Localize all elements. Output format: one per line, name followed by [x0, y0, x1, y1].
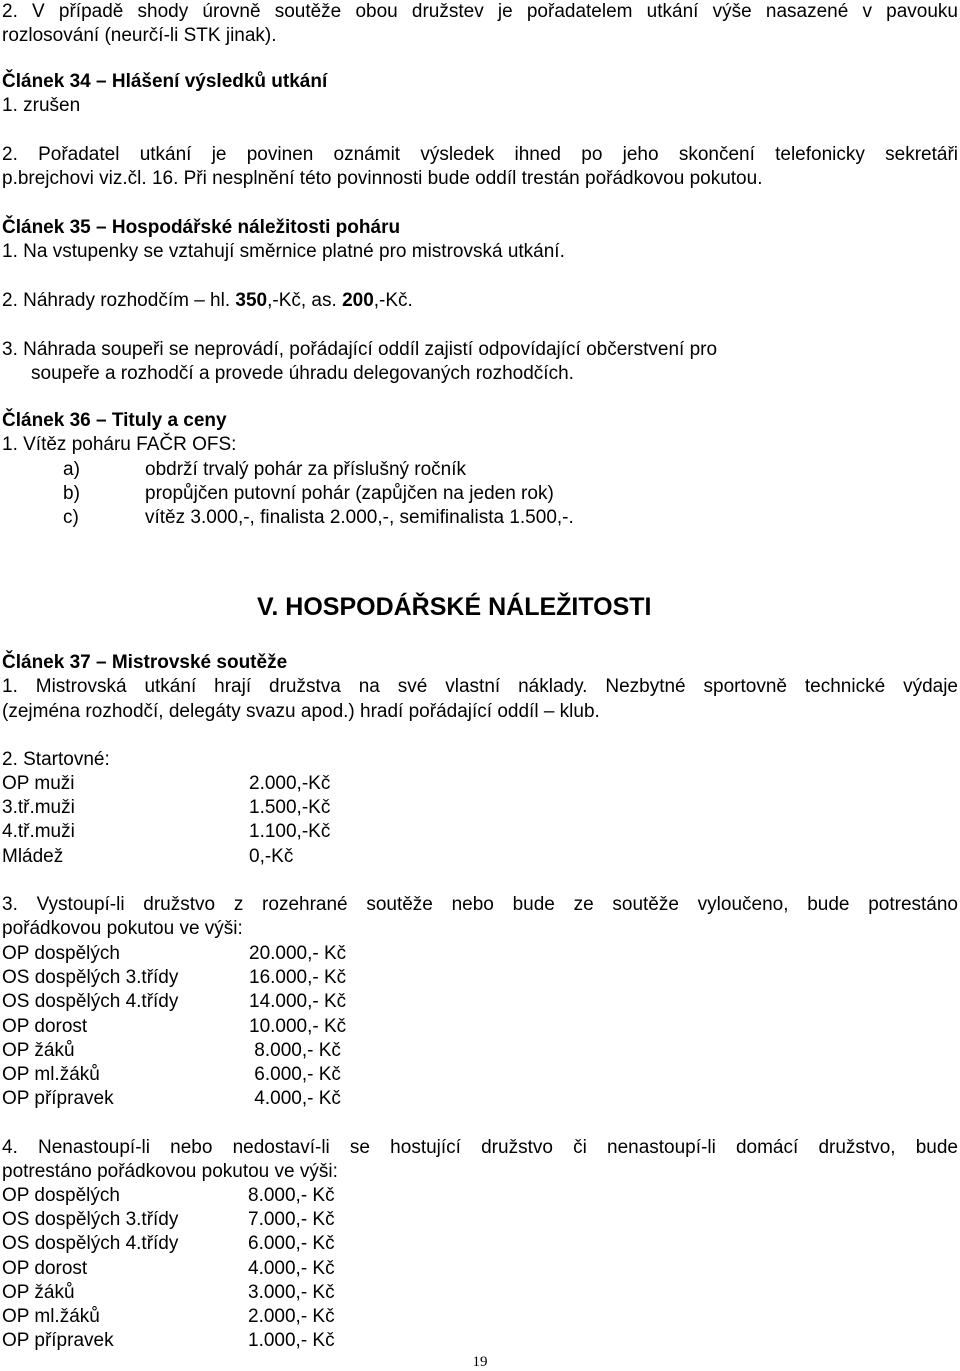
- paragraph-text: 3. Náhrada soupeři se neprovádí, pořádající oddíl zajistí odpovídající občerstvení pro: [2, 339, 718, 360]
- paragraph-text: 2. Náhrady rozhodčím – hl. 350,-Kč, as. 200,-Kč.: [2, 290, 413, 311]
- article-35-title: Článek 35 – Hospodářské náležitosti poháru: [2, 217, 401, 238]
- table-row: 4.tř.muži 1.100,-Kč: [2, 821, 331, 843]
- table-row: OP přípravek 4.000,- Kč: [2, 1088, 341, 1110]
- paragraph-text: 2. Startovné:: [2, 749, 110, 770]
- list-item: c) vítěz 3.000,-, finalista 2.000,-, semifinalista 1.500,-.: [63, 507, 574, 528]
- paragraph-text: 1. Mistrovská utkání hrají družstva na své vlastní náklady. Nezbytné sportovně technické výdaje: [2, 676, 958, 697]
- table-row: OP dorost 4.000,- Kč: [2, 1257, 335, 1279]
- paragraph-text: pořádkovou pokutou ve výši:: [2, 918, 243, 939]
- paragraph-text: 2. Pořadatel utkání je povinen oznámit výsledek ihned po jeho skončení telefonicky sekretáři: [2, 144, 958, 165]
- article-37-title: Článek 37 – Mistrovské soutěže: [2, 652, 288, 673]
- paragraph-text: 1. Na vstupenky se vztahují směrnice platné pro mistrovská utkání.: [2, 241, 565, 262]
- table-row: OS dospělých 3.třídy 16.000,- Kč: [2, 967, 347, 989]
- list-item: a) obdrží trvalý pohár za příslušný ročník: [63, 459, 467, 480]
- paragraph-text: (zejména rozhodčí, delegáty svazu apod.) hradí pořádající oddíl – klub.: [2, 701, 600, 722]
- paragraph-text: rozlosování (neurčí-li STK jinak).: [2, 25, 277, 46]
- startovne-table: [2, 772, 330, 869]
- paragraph-text: 2. V případě shody úrovně soutěže obou družstev je pořadatelem utkání výše nasazené v pavouku: [2, 1, 958, 22]
- table-row: OP muži 2.000,-Kč: [2, 773, 331, 794]
- table-row: OP žáků 8.000,- Kč: [2, 1039, 341, 1061]
- table-row: OS dospělých 3.třídy 7.000,- Kč: [2, 1209, 335, 1231]
- paragraph-text: 4. Nenastoupí-li nebo nedostaví-li se hostující družstvo či nenastoupí-li domácí družstvo, bude: [2, 1137, 958, 1158]
- table-row: Mládež 0,-Kč: [2, 845, 294, 867]
- table-row: 3.tř.muži 1.500,-Kč: [2, 797, 331, 819]
- table-row: OP přípravek 1.000,- Kč: [2, 1330, 335, 1352]
- article-34-title: Článek 34 – Hlášení výsledků utkání: [2, 71, 328, 92]
- list-item: b) propůjčen putovní pohár (zapůjčen na jeden rok): [63, 483, 554, 504]
- table-row: OP žáků 3.000,- Kč: [2, 1281, 335, 1303]
- table-row: OP dospělých 20.000,- Kč: [2, 943, 347, 964]
- paragraph-text: 1. zrušen: [2, 95, 81, 116]
- article-36-title: Článek 36 – Tituly a ceny: [2, 410, 227, 431]
- page-number: 19: [472, 1354, 488, 1370]
- table-row: OP dorost 10.000,- Kč: [2, 1015, 347, 1037]
- paragraph-text: 1. Vítěz poháru FAČR OFS:: [2, 434, 237, 455]
- table-row: OP dospělých 8.000,- Kč: [2, 1185, 335, 1206]
- pokuty-vylouceni-table: [2, 942, 346, 1111]
- pokuty-nenastoupeni-table: [2, 1184, 335, 1353]
- table-row: OS dospělých 4.třídy 6.000,- Kč: [2, 1233, 335, 1255]
- paragraph-text: p.brejchovi viz.čl. 16. Při nesplnění této povinnosti bude oddíl trestán pořádkovou pokutou.: [2, 168, 763, 189]
- paragraph-text: potrestáno pořádkovou pokutou ve výši:: [2, 1161, 338, 1182]
- paragraph-text: soupeře a rozhodčí a provede úhradu delegovaných rozhodčích.: [31, 363, 574, 384]
- table-row: OP ml.žáků 6.000,- Kč: [2, 1064, 341, 1086]
- table-row: OP ml.žáků 2.000,- Kč: [2, 1306, 335, 1328]
- paragraph-text: 3. Vystoupí-li družstvo z rozehrané soutěže nebo bude ze soutěže vyloučeno, bude potrestáno: [2, 894, 958, 915]
- table-row: OS dospělých 4.třídy 14.000,- Kč: [2, 991, 347, 1013]
- document-page: 2. V případě shody úrovně soutěže obou družstev je pořadatelem utkání výše nasazené v pavouku rozlosování (neurčí-li STK jinak). Článek 34 – Hlášení výsledků utkání 1. zrušen 2. Pořadatel utkání je povinen oznámit výsledek ihned po jeho skončení telefonicky sekretáři p.brejchovi viz.čl. 16. Při nesplnění této povinnosti bude oddíl trestán pořádkovou pokutou. Článek 35 – Hospodářské náležitosti poháru 1. Na vstupenky se vztahují směrnice platné pro mistrovská utkání. 2. Náhrady rozhodčím – hl. 350,-Kč, as. 200,-Kč. 3. Náhrada soupeři se neprovádí, pořádající oddíl zajistí odpovídající občerstvení pro soupeře a rozhodčí a provede úhradu delegovaných rozhodčích. Článek 36 – Tituly a ceny 1. Vítěz poháru FAČR OFS: a) obdrží trvalý pohár za příslušný ročník b) propůjčen putovní pohár (zapůjčen na jeden rok) c) vítěz 3.000,-, finalista 2.000,-, semifinalista 1.500,-. V. HOSPODÁŘSKÉ NÁLEŽITOSTI Článek 37 – Mistrovské soutěže 1. Mistrovská utkání hrají družstva na své vlastní náklady. Nezbytné sportovně technické výdaje (zejména rozhodčí, delegáty svazu apod.) hradí pořádající oddíl – klub. 2. Startovné: OP muži 2.000,-Kč 3.tř.muži 1.500,-Kč 4.tř.muži 1.100,-Kč Mládež 0,-Kč 3. Vystoupí-li družstvo z rozehrané soutěže nebo bude ze soutěže vyloučeno, bude potrestáno pořádkovou pokutou ve výši: OP dospělých 20.000,- Kč OS dospělých 3.třídy 16.000,- Kč OS dospělých 4.třídy 14.000,- Kč OP dorost 10.000,- Kč OP žáků 8.000,- Kč OP ml.žáků 6.000,- Kč OP přípravek 4.000,- Kč 4. Nenastoupí-li nebo nedostaví-li se hostující družstvo či nenastoupí-li domácí družstvo, bude potrestáno pořádkovou pokutou ve výši: OP dospělých 8.000,- Kč OS dospělých 3.třídy 7.000,- Kč OS dospělých 4.třídy 6.000,- Kč OP dorost 4.000,- Kč OP žáků 3.000,- Kč OP ml.žáků 2.000,- Kč OP přípravek 1.000,- Kč 19: [0, 0, 960, 1371]
